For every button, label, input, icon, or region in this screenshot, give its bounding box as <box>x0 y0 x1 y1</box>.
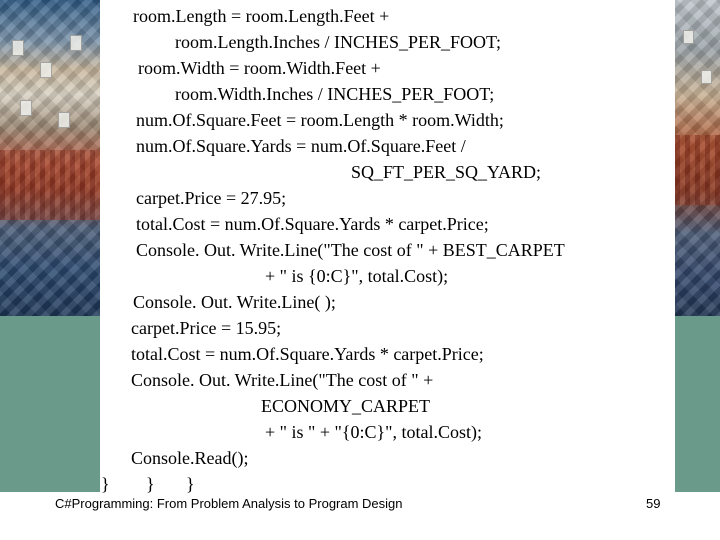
code-line: + " is " + "{0:C}", total.Cost); <box>265 422 482 442</box>
code-line: num.Of.Square.Feet = room.Length * room.Width; <box>136 110 504 130</box>
closing-brace: } <box>186 474 195 494</box>
code-line: total.Cost = num.Of.Square.Yards * carpet.Price; <box>131 344 484 364</box>
page-number: 59 <box>646 496 661 511</box>
code-line: Console. Out. Write.Line("The cost of " + BEST_CARPET <box>136 240 565 260</box>
closing-brace: } <box>146 474 155 494</box>
code-line: SQ_FT_PER_SQ_YARD; <box>351 162 542 182</box>
code-line: ECONOMY_CARPET <box>261 396 431 416</box>
code-line: Console. Out. Write.Line("The cost of " + <box>131 370 434 390</box>
code-line: carpet.Price = 27.95; <box>136 188 287 208</box>
code-line: room.Length = room.Length.Feet + <box>133 6 390 26</box>
decorative-photo-left <box>0 0 100 316</box>
code-line: Console.Read(); <box>131 448 249 468</box>
closing-brace: } <box>101 474 110 494</box>
code-line: + " is {0:C}", total.Cost); <box>265 266 449 286</box>
code-line: room.Width = room.Width.Feet + <box>138 58 381 78</box>
footer-title: C#Programming: From Problem Analysis to Program Design <box>55 496 403 511</box>
code-line: room.Length.Inches / INCHES_PER_FOOT; <box>175 32 501 52</box>
code-line: total.Cost = num.Of.Square.Yards * carpet.Price; <box>136 214 489 234</box>
code-line: carpet.Price = 15.95; <box>131 318 282 338</box>
code-line: Console. Out. Write.Line( ); <box>133 292 336 312</box>
code-line: room.Width.Inches / INCHES_PER_FOOT; <box>175 84 495 104</box>
decorative-photo-right <box>675 0 720 316</box>
code-line: num.Of.Square.Yards = num.Of.Square.Feet / <box>136 136 466 156</box>
